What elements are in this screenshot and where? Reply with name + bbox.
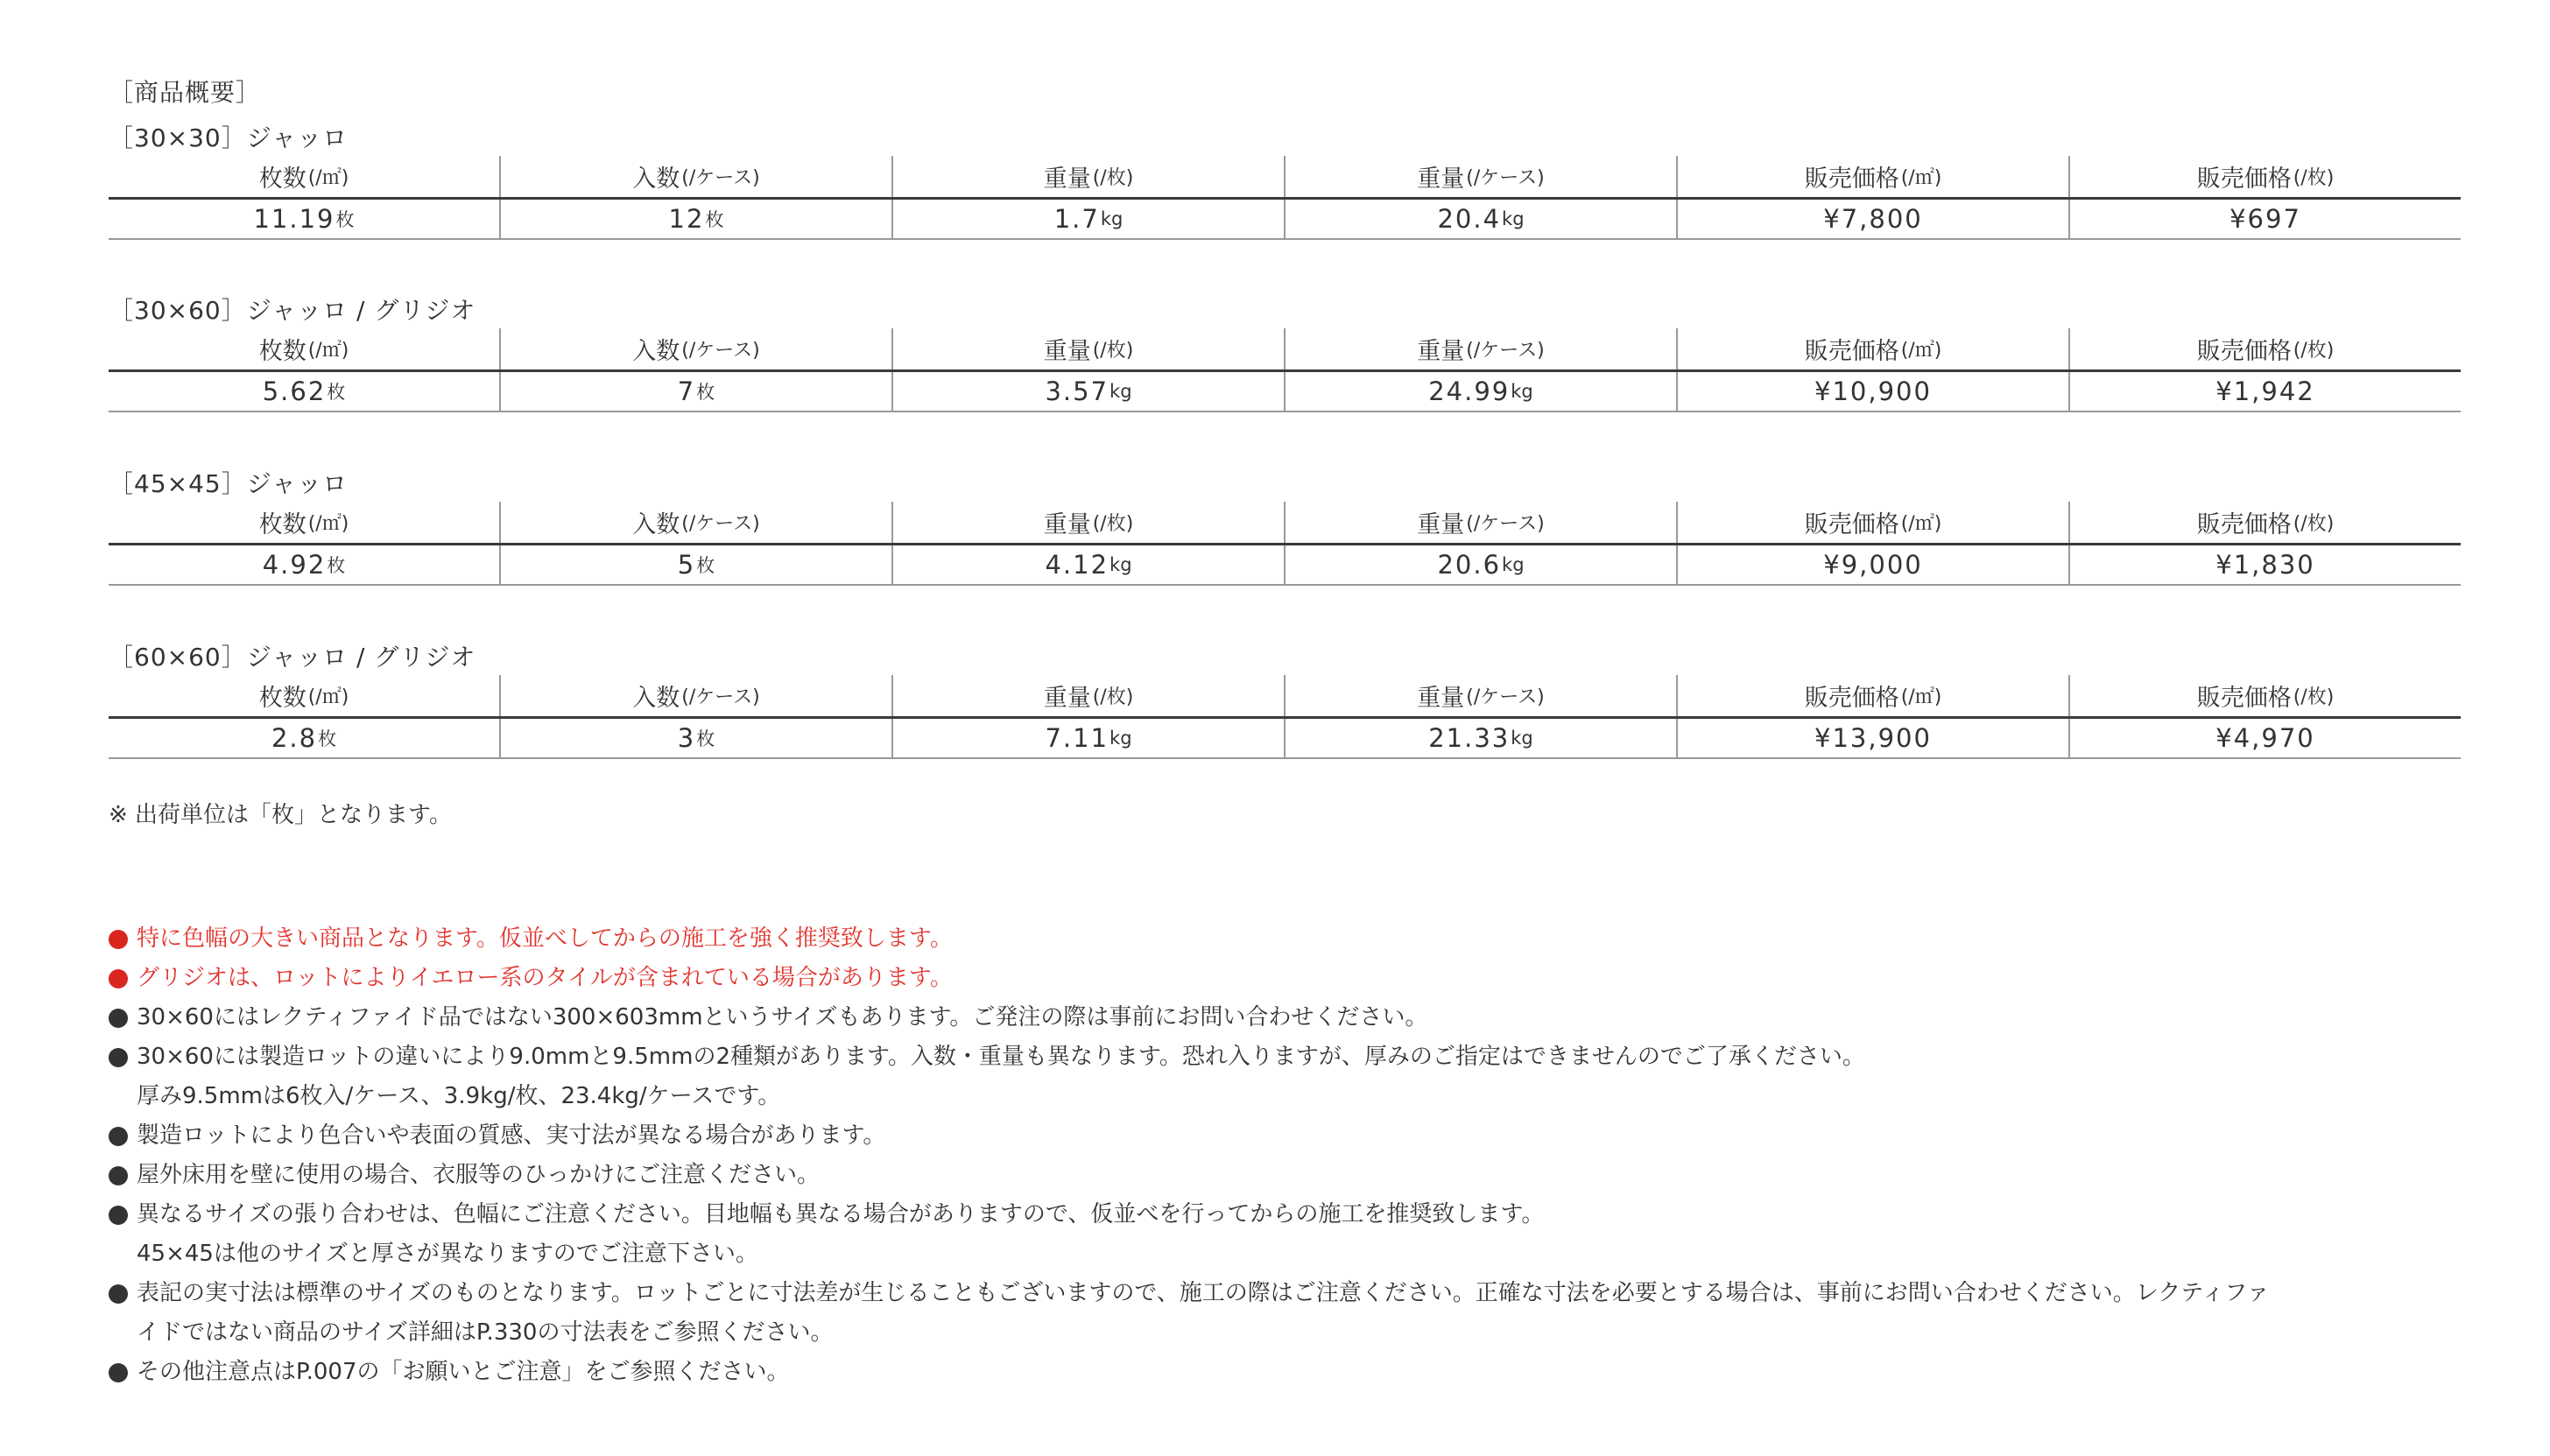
table-cell [1676,200,2068,238]
product-title: ［30×60］ジャッロ / グリジオ [109,296,476,325]
column-header-unit: (/ケース) [681,167,760,189]
table-row [109,372,2461,412]
cell-value: ¥4,970 [2215,723,2315,753]
cell-value: ¥1,942 [2215,376,2315,406]
product-block [109,121,2461,240]
table-header-row [109,156,2461,200]
product-title: ［45×45］ジャッロ [109,469,349,498]
note-text: 異なるサイズの張り合わせは、色幅にご注意ください。目地幅も異なる場合がありますので、仮並べを行ってからの施工を推奨致します。 [137,1201,1545,1227]
section-title: ［商品概要］ [109,78,262,107]
column-header-unit: (/㎡) [1900,167,1942,189]
column-header [109,156,499,197]
column-header-label: 重量 [1417,338,1465,365]
cell-unit: 枚 [335,209,355,230]
table-cell [2068,372,2461,411]
cell-value: 12 [668,204,705,234]
cell-value: 2.8 [271,723,318,753]
table-cell [891,545,1284,584]
column-header-label: 入数 [632,685,680,712]
cell-value: ¥10,900 [1814,376,1932,406]
cell-value: 5.62 [262,376,327,406]
cell-value: 7.11 [1045,723,1109,753]
table-cell [1284,372,1676,411]
column-header [2068,502,2461,543]
note-item [109,1116,2464,1156]
warning-note [109,959,2464,998]
table-cell [109,200,499,238]
column-header-label: 重量 [1417,165,1465,193]
table-cell [1676,372,2068,411]
column-header-label: 販売価格 [2196,165,2292,193]
column-header-label: 入数 [632,165,680,193]
spec-table [109,675,2461,759]
column-header-label: 重量 [1417,685,1465,712]
column-header-unit: (/枚) [1092,167,1134,189]
cell-unit: kg [1109,554,1132,575]
column-header [1284,675,1676,716]
column-header [1676,156,2068,197]
table-cell [891,200,1284,238]
table-header-row [109,328,2461,372]
spec-table [109,328,2461,412]
note-text: 特に色幅の大きい商品となります。仮並べしてからの施工を強く推奨致します。 [137,925,953,952]
column-header-unit: (/枚) [1092,513,1134,535]
table-cell [109,372,499,411]
column-header-label: 重量 [1417,511,1465,538]
column-header [109,675,499,716]
column-header [1284,156,1676,197]
table-cell [1676,545,2068,584]
table-cell [499,372,891,411]
table-row [109,719,2461,759]
cell-value: ¥1,830 [2215,550,2315,580]
cell-value: 5 [677,550,696,580]
note-text: グリジオは、ロットによりイエロー系のタイルが含まれている場合があります。 [137,965,953,991]
column-header-unit: (/ケース) [1466,686,1545,708]
column-header-unit: (/枚) [2293,340,2335,362]
table-cell [109,719,499,757]
product-title: ［30×30］ジャッロ [109,123,349,152]
note-item [109,998,2464,1037]
table-cell [499,200,891,238]
column-header-label: 重量 [1043,511,1091,538]
table-header-row [109,502,2461,545]
column-header [499,328,891,369]
cell-unit: kg [1511,728,1533,749]
cell-unit: 枚 [696,728,715,749]
column-header-label: 枚数 [258,685,306,712]
bullet-dot-icon [109,1284,128,1304]
note-text: その他注意点はP.007の「お願いとご注意」をご参照ください。 [137,1359,790,1385]
column-header-label: 入数 [632,511,680,538]
column-header [1676,502,2068,543]
column-header [1676,675,2068,716]
cell-value: 3.57 [1045,376,1109,406]
product-block [109,640,2461,759]
cell-value: 21.33 [1428,723,1511,753]
shipping-note: ※ 出荷単位は「枚」となります。 [109,802,452,828]
bullet-dot-icon [109,1127,128,1146]
column-header-unit: (/㎡) [307,167,349,189]
column-header [891,328,1284,369]
column-header-label: 販売価格 [1804,338,1899,365]
cell-value: 20.4 [1437,204,1502,234]
bullet-dot-icon [109,1048,128,1067]
table-cell [109,545,499,584]
cell-value: ¥7,800 [1823,204,1923,234]
column-header [499,156,891,197]
column-header-unit: (/枚) [2293,167,2335,189]
cell-value: 7 [677,376,696,406]
bullet-dot-icon [109,1166,128,1185]
column-header [499,502,891,543]
column-header-label: 重量 [1043,338,1091,365]
column-header-unit: (/枚) [1092,340,1134,362]
spec-table [109,502,2461,586]
cell-unit: kg [1502,554,1525,575]
cell-value: ¥13,900 [1814,723,1932,753]
cell-value: 11.19 [253,204,335,234]
column-header-unit: (/枚) [2293,686,2335,708]
cell-unit: 枚 [705,209,724,230]
warning-note [109,919,2464,959]
table-header-row [109,675,2461,719]
note-item [109,1353,2464,1392]
table-cell [891,719,1284,757]
column-header [1284,328,1676,369]
table-cell [1284,719,1676,757]
column-header-unit: (/㎡) [1900,513,1942,535]
cell-value: 4.92 [262,550,327,580]
column-header-label: 重量 [1043,165,1091,193]
note-text: イドではない商品のサイズ詳細はP.330の寸法表をご参照ください。 [137,1319,834,1346]
column-header-unit: (/㎡) [307,340,349,362]
table-cell [1284,545,1676,584]
cell-value: 20.6 [1437,550,1502,580]
cell-unit: 枚 [696,555,715,576]
cell-unit: kg [1109,381,1132,402]
column-header-unit: (/ケース) [1466,340,1545,362]
column-header-unit: (/ケース) [1466,167,1545,189]
cell-value: ¥9,000 [1823,550,1923,580]
column-header-unit: (/枚) [1092,686,1134,708]
column-header-label: 重量 [1043,685,1091,712]
column-header [2068,675,2461,716]
column-header [109,328,499,369]
note-text: 製造ロットにより色合いや表面の質感、実寸法が異なる場合があります。 [137,1122,886,1149]
column-header [2068,328,2461,369]
bullet-dot-icon [109,930,128,949]
table-row [109,545,2461,586]
note-text: 30×60には製造ロットの違いにより9.0mmと9.5mmの2種類があります。入数・重量も異なります。恐れ入りますが、厚みのご指定はできませんのでご了承ください。 [137,1044,1865,1070]
cell-unit: kg [1502,208,1525,229]
column-header-unit: (/ケース) [1466,513,1545,535]
cell-value: ¥697 [2229,204,2301,234]
table-cell [2068,545,2461,584]
bullet-dot-icon [109,1009,128,1028]
cell-unit: kg [1109,728,1132,749]
cell-unit: 枚 [696,382,715,403]
table-cell [499,545,891,584]
note-item [109,1037,2464,1116]
column-header-label: 販売価格 [2196,511,2292,538]
column-header-label: 枚数 [258,511,306,538]
column-header-unit: (/ケース) [681,513,760,535]
cell-unit: 枚 [327,555,346,576]
column-header-label: 販売価格 [2196,685,2292,712]
table-cell [2068,719,2461,757]
note-text: 屋外床用を壁に使用の場合、衣服等のひっかけにご注意ください。 [137,1162,821,1188]
product-block [109,467,2461,586]
column-header [891,156,1284,197]
column-header-label: 入数 [632,338,680,365]
cell-unit: 枚 [327,382,346,403]
cell-unit: kg [1511,381,1533,402]
cell-value: 3 [677,723,696,753]
column-header-unit: (/枚) [2293,513,2335,535]
column-header [499,675,891,716]
cell-value: 1.7 [1053,204,1100,234]
note-item [109,1195,2464,1274]
column-header [2068,156,2461,197]
table-cell [1676,719,2068,757]
column-header-unit: (/㎡) [307,513,349,535]
column-header-unit: (/㎡) [1900,686,1942,708]
bullet-dot-icon [109,969,128,988]
column-header-unit: (/㎡) [1900,340,1942,362]
column-header-label: 販売価格 [1804,511,1899,538]
note-item [109,1156,2464,1195]
column-header-label: 販売価格 [2196,338,2292,365]
column-header-unit: (/㎡) [307,686,349,708]
note-text: 30×60にはレクティファイド品ではない300×603mmというサイズもあります。ご発注の際は事前にお問い合わせください。 [137,1004,1428,1030]
column-header-label: 販売価格 [1804,165,1899,193]
column-header-label: 枚数 [258,338,306,365]
table-row [109,200,2461,240]
table-cell [1284,200,1676,238]
spec-table [109,156,2461,240]
column-header-unit: (/ケース) [681,340,760,362]
product-title: ［60×60］ジャッロ / グリジオ [109,643,476,672]
column-header-unit: (/ケース) [681,686,760,708]
bullet-dot-icon [109,1363,128,1382]
cell-unit: 枚 [318,728,337,749]
column-header-label: 枚数 [258,165,306,193]
note-text: 表記の実寸法は標準のサイズのものとなります。ロットごとに寸法差が生じることもございますので、施工の際はご注意ください。正確な寸法を必要とする場合は、事前にお問い合わせください。レクティファ [137,1280,2270,1306]
product-block [109,293,2461,412]
note-text: 厚み9.5mmは6枚入/ケース、3.9kg/枚、23.4kg/ケースです。 [137,1083,781,1109]
cell-unit: kg [1100,208,1124,229]
column-header [1676,328,2068,369]
column-header [1284,502,1676,543]
cell-value: 24.99 [1428,376,1511,406]
table-cell [499,719,891,757]
column-header-label: 販売価格 [1804,685,1899,712]
column-header [891,502,1284,543]
table-cell [2068,200,2461,238]
column-header [109,502,499,543]
table-cell [891,372,1284,411]
column-header [891,675,1284,716]
bullet-dot-icon [109,1206,128,1225]
cell-value: 4.12 [1045,550,1109,580]
note-text: 45×45は他のサイズと厚さが異なりますのでご注意下さい。 [137,1241,758,1267]
notes-list [109,919,2464,1392]
note-item [109,1274,2464,1353]
